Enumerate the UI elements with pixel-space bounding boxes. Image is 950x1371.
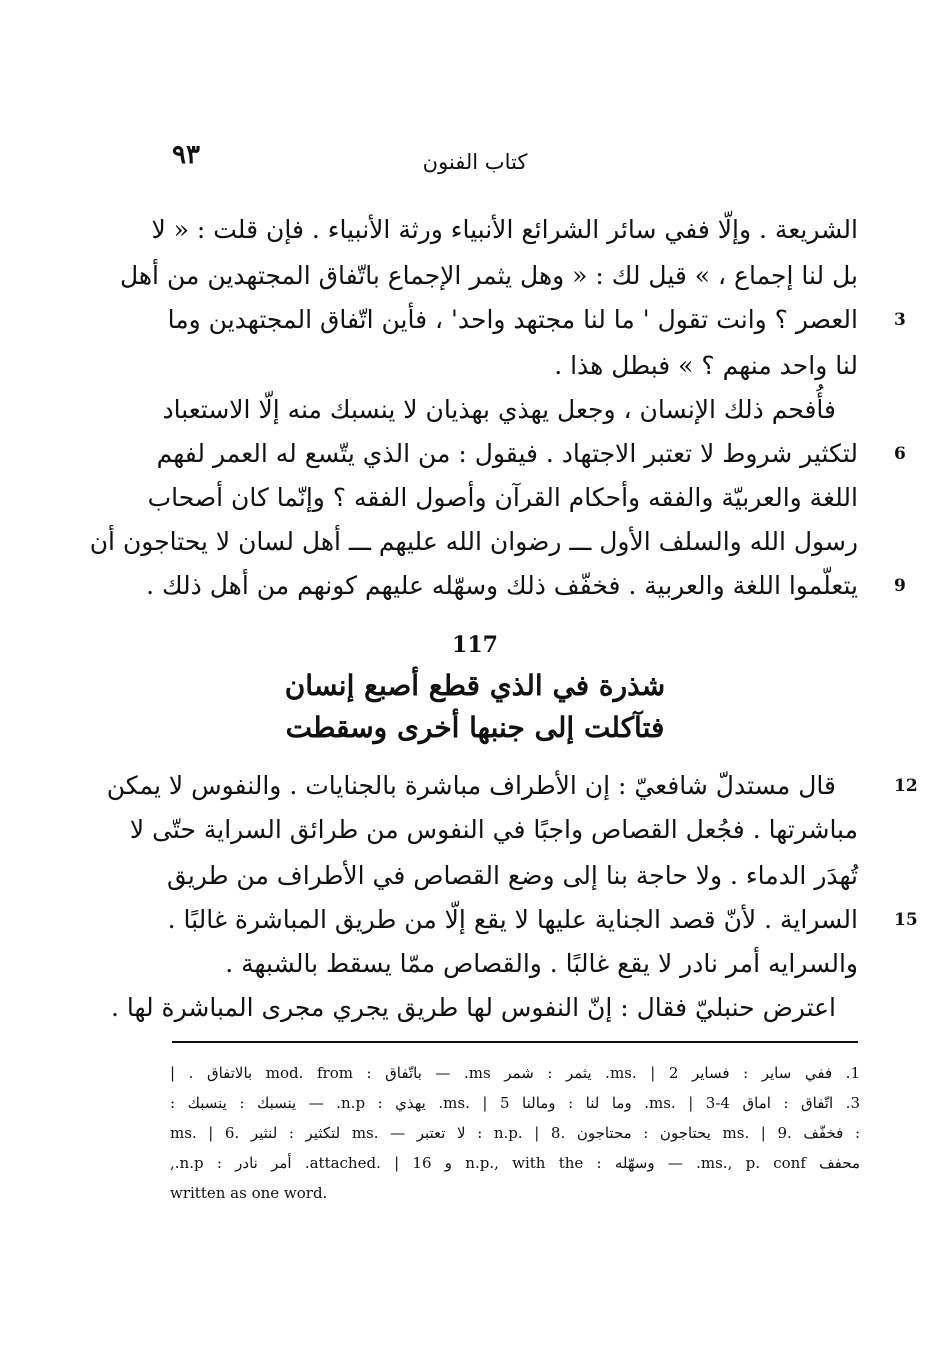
section-title-line: شذرة في الذي قطع أصبع إنسان	[284, 669, 666, 702]
text-line: يتعلّموا اللغة والعربية . فخفّف ذلك وسهّله عليهم كونهم من أهل ذلك .	[146, 571, 858, 600]
section-number: 117	[452, 632, 498, 658]
text-line: اللغة والعربيّة والفقه وأحكام القرآن وأصول الفقه ؟ وإنّما كان أصحاب	[147, 483, 858, 512]
line-number: 6	[894, 444, 906, 464]
text-line: والسرايه أمر نادر لا يقع غالبًا . والقصاص ممّا يسقط بالشبهة .	[225, 949, 858, 978]
text-line: العصر ؟ وانت تقول ' ما لنا مجتهد واحد' ، فأين اتّفاق المجتهدين وما	[167, 305, 858, 334]
footnote-line: written as one word.	[170, 1184, 328, 1202]
footnote-rule	[172, 1041, 858, 1043]
text-line: قال مستدلّ شافعيّ : إن الأطراف مباشرة بالجنايات . والنفوس لا يمكن	[106, 771, 836, 800]
footnote-line: 1. ففي ساير : فساير ms. | 2. يثمر : شمر ms. — باتّفاق : mod. from بالاتفاق . |	[170, 1064, 860, 1082]
footnote-line: محفف ms., p. conf. — وسهّله : n.p., with the و attached. | 16. أمر نادر : n.p.,	[170, 1154, 860, 1172]
text-line: اعترض حنبليّ فقال : إنّ النفوس لها طريق يجري مجرى المباشرة لها .	[110, 993, 836, 1022]
text-line: السراية . لأنّ قصد الجناية عليها لا يقع إلّا من طريق المباشرة غالبًا .	[167, 905, 858, 934]
text-line: مباشرتها . فجُعل القصاص واجبًا في النفوس من طرائق السراية حتّى لا	[129, 815, 858, 844]
text-line: فأُفحم ذلك الإنسان ، وجعل يهذي بهذيان لا ينسبك منه إلّا الاستعباد	[162, 395, 836, 424]
section-title-line: فتآكلت إلى جنبها أخرى وسقطت	[285, 711, 665, 744]
line-number: 3	[894, 310, 906, 330]
text-line: الشريعة . وإلّا ففي سائر الشرائع الأنبياء ورثة الأنبياء . فإن قلت : « لا	[151, 215, 858, 244]
page-number: ٩٣	[172, 140, 200, 170]
line-number: 15	[894, 910, 918, 930]
line-number: 12	[894, 776, 918, 796]
footnote-line: 3. اتّفاق : اماق ms. | 3-4. وما لنا : ومالنا ms. | 5. يهذي : n.p. — ينسبك : ينسبك :	[170, 1094, 860, 1112]
text-line: بل لنا إجماع ، » قيل لك : « وهل يثمر الإجماع باتّفاق المجتهدين من أهل	[119, 261, 858, 290]
text-line: رسول الله والسلف الأول ـــ رضوان الله عليهم ـــ أهل لسان لا يحتاجون أن	[89, 527, 858, 556]
text-line: لنا واحد منهم ؟ » فبطل هذا .	[554, 351, 858, 380]
footnote-line: ms. | 6. لتكثير : لنثير ms. — لا تعتبر : n.p. | 8. يحتاجون : محتاجون ms. | 9. فخفّف :	[170, 1124, 860, 1142]
running-title: كتاب الفنون	[422, 150, 528, 174]
text-line: لتكثير شروط لا تعتبر الاجتهاد . فيقول : من الذي يتّسع له العمر لفهم	[156, 439, 858, 468]
text-line: تُهدَر الدماء . ولا حاجة بنا إلى وضع القصاص في الأطراف من طريق	[166, 861, 858, 890]
line-number: 9	[894, 576, 906, 596]
